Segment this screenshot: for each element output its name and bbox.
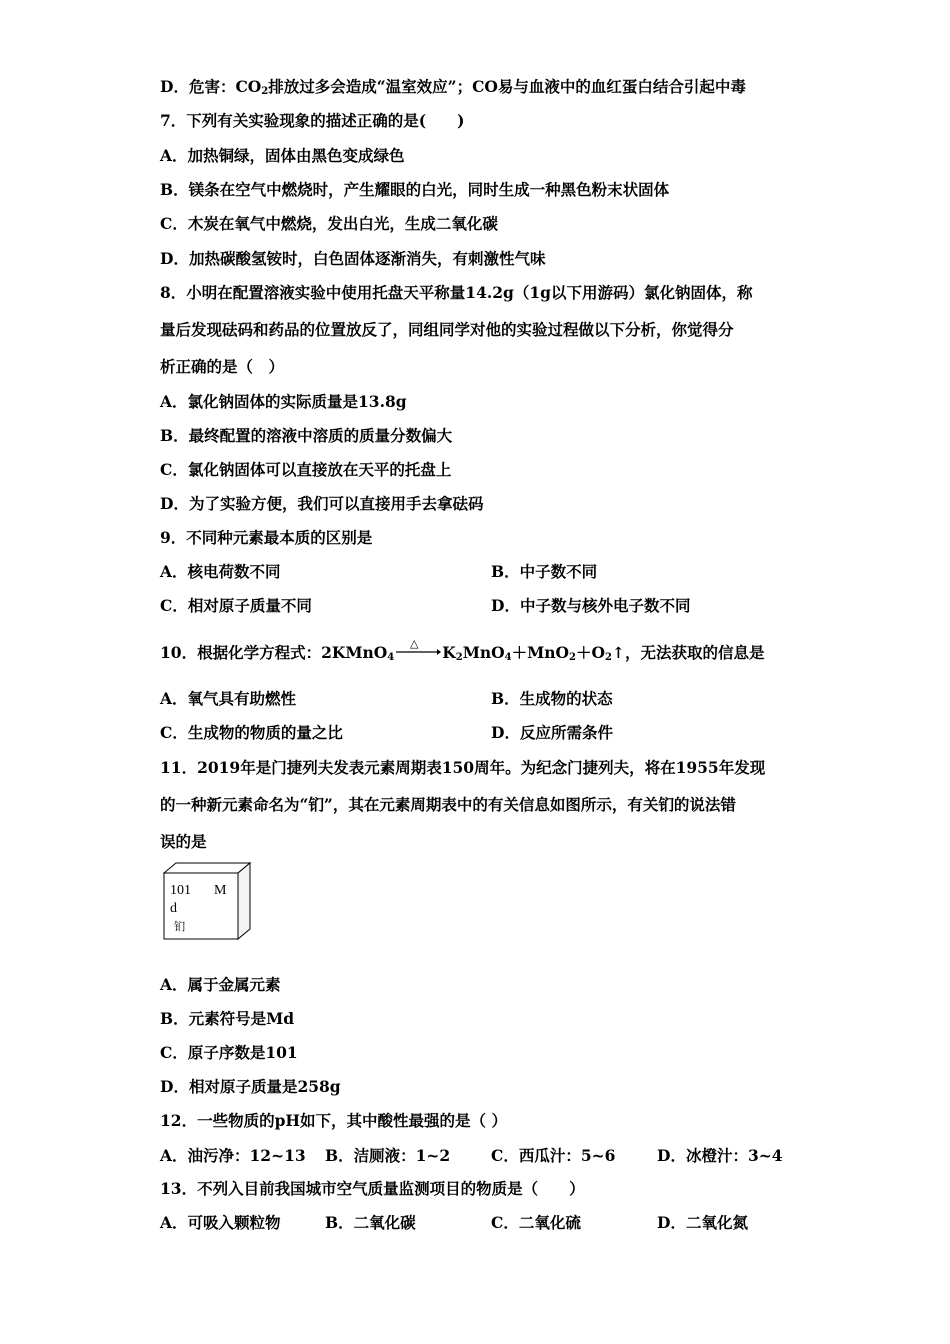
q11-stem-line-3: 误的是 bbox=[160, 832, 207, 851]
q11-option-a: A．属于金属元素 bbox=[160, 975, 281, 994]
q13-option-c: C．二氧化硫 bbox=[491, 1213, 581, 1232]
q8-stem-line-2: 量后发现砝码和药品的位置放反了，同组同学对他的实验过程做以下分析，你觉得分 bbox=[160, 320, 734, 339]
q9-option-c: C．相对原子质量不同 bbox=[160, 596, 312, 615]
q12-stem: 12．一些物质的pH如下，其中酸性最强的是（ ） bbox=[160, 1111, 507, 1130]
q7-option-b: B．镁条在空气中燃烧时，产生耀眼的白光，同时生成一种黑色粉末状固体 bbox=[160, 180, 670, 199]
q9-stem: 9．不同种元素最本质的区别是 bbox=[160, 528, 373, 547]
q8-stem-line-1: 8．小明在配置溶液实验中使用托盘天平称量14.2g（1g以下用游码）氯化钠固体，称 bbox=[160, 283, 753, 302]
q12-option-b: B．洁厕液：1~2 bbox=[325, 1146, 451, 1165]
q10-sub-4b: 4 bbox=[504, 652, 512, 663]
q13-stem: 13．不列入目前我国城市空气质量监测项目的物质是（ ） bbox=[160, 1179, 585, 1198]
q11-option-d: D．相对原子质量是258g bbox=[160, 1077, 341, 1096]
q10-sub-4a: 4 bbox=[387, 652, 395, 663]
q11-option-b: B．元素符号是Md bbox=[160, 1009, 295, 1028]
q11-stem-line-2: 的一种新元素命名为“钔”，其在元素周期表中的有关信息如图所示，有关钔的说法错 bbox=[160, 795, 736, 814]
q10-stem-prefix: 10．根据化学方程式：2KMnO bbox=[160, 643, 388, 662]
q10-sub-2b: 2 bbox=[569, 652, 576, 663]
q12-option-c: C．西瓜汁：5~6 bbox=[491, 1146, 616, 1165]
q9-option-d: D．中子数与核外电子数不同 bbox=[491, 596, 691, 615]
q10-stem bbox=[160, 637, 800, 663]
q12-option-a: A．油污净：12~13 bbox=[160, 1146, 306, 1165]
q10-option-c: C．生成物的物质的量之比 bbox=[160, 723, 343, 742]
q7-option-c: C．木炭在氧气中燃烧，发出白光，生成二氧化碳 bbox=[160, 214, 498, 233]
q10-k: K bbox=[442, 643, 456, 662]
heat-condition: △ bbox=[410, 637, 419, 650]
q8-option-d: D．为了实验方便，我们可以直接用手去拿砝码 bbox=[160, 494, 484, 513]
q10-plus-o: ＋O bbox=[576, 643, 606, 662]
q10-option-b: B．生成物的状态 bbox=[491, 689, 613, 708]
q10-sub-2: 2 bbox=[455, 652, 463, 663]
q7-option-a: A．加热铜绿，固体由黑色变成绿色 bbox=[160, 146, 405, 165]
q13-option-d: D．二氧化氮 bbox=[657, 1213, 748, 1232]
heat-arrow-icon bbox=[395, 637, 441, 661]
q11-option-c: C．原子序数是101 bbox=[160, 1043, 298, 1062]
q10-option-d: D．反应所需条件 bbox=[491, 723, 613, 742]
q12-option-d: D．冰橙汁：3~4 bbox=[657, 1146, 783, 1165]
q10-mno4: MnO bbox=[462, 643, 505, 662]
q6d-prefix: D．危害：CO bbox=[160, 77, 262, 96]
q10-option-a: A．氧气具有助燃性 bbox=[160, 689, 297, 708]
q8-stem-line-3: 析正确的是（ ） bbox=[160, 357, 285, 376]
element-name: 钔 bbox=[174, 920, 185, 933]
element-symbol-top: M bbox=[214, 883, 227, 898]
q11-stem-line-1: 11．2019年是门捷列夫发表元素周期表150周年。为纪念门捷列夫，将在1955年发现 bbox=[160, 758, 766, 777]
q10-sub-2c: 2 bbox=[605, 652, 612, 663]
q6-option-d bbox=[160, 77, 800, 97]
element-box-figure bbox=[162, 861, 254, 943]
reaction-arrow bbox=[395, 637, 441, 661]
q8-option-c: C．氯化钠固体可以直接放在天平的托盘上 bbox=[160, 460, 452, 479]
element-symbol-bottom: d bbox=[170, 901, 177, 916]
q7-option-d: D．加热碳酸氢铵时，白色固体逐渐消失，有刺激性气味 bbox=[160, 249, 546, 268]
q13-option-b: B．二氧化碳 bbox=[325, 1213, 416, 1232]
q10-stem-suffix: ↑，无法获取的信息是 bbox=[611, 643, 765, 662]
q9-option-b: B．中子数不同 bbox=[491, 562, 598, 581]
q13-option-a: A．可吸入颗粒物 bbox=[160, 1213, 281, 1232]
q6d-suffix: 排放过多会造成“温室效应”；CO易与血液中的血红蛋白结合引起中毒 bbox=[268, 77, 746, 96]
q10-plus-mno: ＋MnO bbox=[511, 643, 570, 662]
q8-option-b: B．最终配置的溶液中溶质的质量分数偏大 bbox=[160, 426, 453, 445]
q9-option-a: A．核电荷数不同 bbox=[160, 562, 281, 581]
q6d-sub: 2 bbox=[261, 86, 269, 97]
q8-option-a: A．氯化钠固体的实际质量是13.8g bbox=[160, 392, 407, 411]
q7-stem: 7．下列有关实验现象的描述正确的是( ) bbox=[160, 111, 465, 130]
element-atomic-number: 101 bbox=[170, 883, 191, 898]
